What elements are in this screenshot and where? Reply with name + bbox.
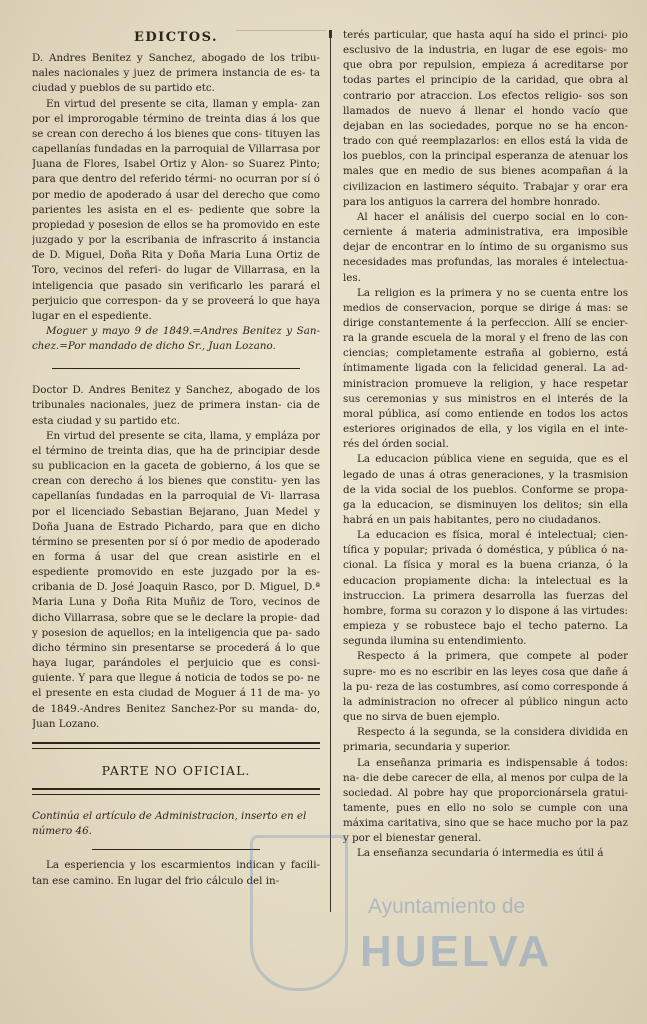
continua-article-note: Continúa el artículo de Administracion, inserto en el número 46. [32, 810, 307, 838]
edict1-body: En virtud del presente se cita, llaman y empla- zan por el improrogable término de treinta dias á los que se crean con derecho á los bienes que cons- tituyen las capellanías fundadas en la parroquial de Villarrasa por Juana de Flores, Isabel Ortiz y Alon- so Suarez Pinto; para que dentro del referido térmi- no ocurran por sí ó por medio de apoderado á usar del derecho que como parientes les asista en el es- pediente que sobre la propiedad y posesion de ellos se ha promovido en este juzgado y por la escribania de infrascrito á instancia de D. Miguel, Doña Rita y Doña Maria Luna Ortiz de Toro, vecinos del referi- do lugar de Villarrasa, en la inteligencia que pasado sin verificarlo les parará el perjuicio que correspon- da y se proveerá lo que haya lugar en el espediente. [32, 97, 320, 322]
article-paragraph: terés particular, que hasta aquí ha sido el princi- pio esclusivo de la industria, en lugar de ese egois- mo que obra por repulsion, empieza á acreditarse por todas partes el principio de la caridad, que obra al contrario por atraccion. Los efectos religio- sos son llamados de nuevo á llenar el hondo vacío que dejaban en las sociedades, porque no se ha encon- trado con qué reemplazarlos: en ellos está la vida de los pueblos, con la principal esperanza de atenuar los males que en medio de sus bienes acompañan á la civilizacion en lastimero séquito. Trabajar y orar era para los antiguos la carrera del hombre honrado. [343, 29, 628, 208]
article-paragraph: La religion es la primera y no se cuenta entre los medios de conservacion, porque se dirige á mas: se dirige constantemente á la perfeccion. Allí se encier- ra la grande escuela de la moral y el freno de las con ciencias; completamente estraña al gobierno, está íntimamente ligada con la felicidad general. La ad- ministracion promueve la religion, y hace respetar sus ceremonias y sus ministros en el interés de la moral pública, así como entiende en todos los actos esteriores originados de ella, y los vigila en el inte- rés del órden social. [343, 286, 628, 451]
watermark-line1: Ayuntamiento de [368, 895, 526, 918]
article-paragraph: La educacion es física, moral é intelectual; cien- tífica y popular; privada ó doméstica, y pública ó na- cional. La física y moral es la buena crianza, ó la educacion propiamente dicha: la intelectual es la instruccion. La primera desarrolla las fuerzas del hombre, forma su corazon y lo dispone á las virtudes: empieza y se robustece bajo el techo paterno. La segunda ilumina su entendimiento. [343, 529, 628, 648]
article-paragraph: Respecto á la segunda, se la considera dividida en primaria, secundaria y superior. [343, 726, 628, 754]
edict2-body: En virtud del presente se cita, llama, y empláza por el término de treinta dias, que ha de principiar desde su publicacion en la gaceta de gobierno, á los que se crean con derecho á los bienes que constitu- yen las capellanías fundadas en la parroquial de Vi- llarrasa por el licenciado Sebastian Bejarano, Juan Medel y Doña Juana de Estrado Pichardo, para que en dicho término se presenten por sí ó por medio de apoderado en forma á usar del que crean asistirle en el espediente promovido en este juzgado por la es- cribania de D. José Joaquin Rasco, por D. Miguel, D.ª Maria Luna y Doña Rita Muñiz de Toro, vecinos de dicho Villarrasa, sobre que se le declare la propie- dad y posesion de aquellos; en la inteligencia que pa- sado dicho término sin presentarse se procederá á lo que haya lugar, parándoles el perjuicio que es consi- guiente. Y para que llegue á noticia de todos se po- ne el presente en esta ciudad de Moguer á 11 de ma- yo de 1849.-Andres Benitez Sanchez-Por su manda- do, Juan Lozano. [32, 429, 320, 730]
edict1-signature: Moguer y mayo 9 de 1849.=Andres Benitez y San- chez.=Por mandado de dicho Sr., Juan Lozano. [32, 324, 320, 353]
edictos-heading: EDICTOS. [133, 30, 219, 45]
article-paragraph: Respecto á la primera, que compete al poder supre- mo es no escribir en las leyes cosa que dañe á la pu- reza de las costumbres, así como corresponde á la administracion no ofrecer al público ningun acto que no sirva de buen ejemplo. [343, 650, 628, 724]
column-rule [330, 36, 331, 912]
article-paragraph: La educacion pública viene en seguida, que es el legado de unas á otras generaciones, y la trasmision de la vida social de los pueblos. Conforme se propa- ga la educacion, se disminuyen los delitos; sin ella habrá en un pais habitantes, pero no ciudadanos. [343, 453, 628, 526]
right-column [343, 28, 628, 1018]
article-paragraph: Al hacer el análisis del cuerpo social en lo con- cerniente á materia administrativa, era imposible dejar de encontrar en lo íntimo de su organismo sus necesidades mas profundas, las morales é intelectua- les. [343, 210, 628, 284]
watermark-line2: HUELVA [360, 927, 553, 976]
parte-no-oficial-title: PARTE NO OFICIAL. [101, 762, 251, 778]
edict1-header: D. Andres Benitez y Sanchez, abogado de los tribu- nales nacionales y juez de primera instancia de es- ta ciudad y pueblos de su partido etc. [32, 52, 320, 95]
article-divider [92, 849, 260, 850]
left-column [32, 28, 320, 1018]
article-paragraph: La enseñanza secundaria ó intermedia es útil á [357, 847, 604, 860]
article-paragraph: La enseñanza primaria es indispensable á todos: na- die debe carecer de ella, al menos por culpa de la sociedad. Al pobre hay que proporcionársela gratui- tamente, pues en ello no solo se cumple con una máxima caritativa, sino que se hace mucho por la paz y por el bienestar general. [343, 756, 628, 845]
part-title-divider [32, 788, 320, 795]
edict2-header: Doctor D. Andres Benitez y Sanchez, abogado de los tribunales nacionales, juez de primera instan- cia de esta ciudad y su partido etc. [32, 384, 320, 427]
article-intro: La esperiencia y los escarmientos indican y facili- tan ese camino. En lugar del frio cálculo del in- [32, 859, 320, 887]
edict-divider [52, 368, 300, 369]
section-divider [32, 742, 320, 749]
